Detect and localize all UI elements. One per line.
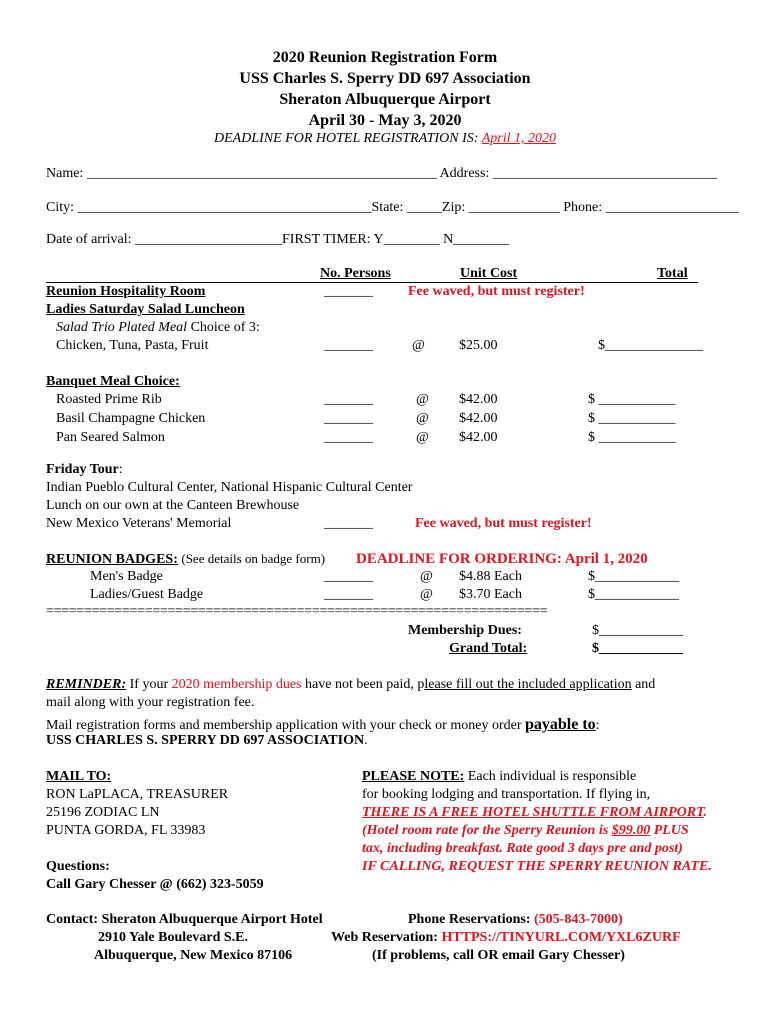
badge-name: Men's Badge — [90, 569, 163, 584]
badge-quantity-blank[interactable]: _______ — [324, 587, 373, 602]
banquet-item-total[interactable]: $ ___________ — [588, 392, 676, 407]
badge-at: @ — [420, 569, 433, 584]
note-plus: PLUS — [653, 823, 689, 838]
luncheon-persons-blank[interactable]: _______ — [324, 338, 373, 353]
zip-label: Zip: — [441, 200, 466, 215]
reminder-t3: have not been paid, p — [305, 677, 425, 692]
grand-total-label: Grand Total: — [449, 641, 528, 656]
hotel-deadline-date: April 1, 2020 — [481, 131, 556, 146]
phone-label: Phone: — [563, 200, 603, 215]
banquet-item-dollar: $ — [588, 430, 595, 445]
banquet-item-name: Basil Champagne Chicken — [56, 411, 206, 426]
badges-deadline: DEADLINE FOR ORDERING: April 1, 2020 — [356, 551, 648, 567]
badges-header — [46, 551, 325, 569]
badge-price: $4.88 Each — [459, 569, 522, 584]
membership-dues-label: Membership Dues: — [408, 623, 522, 638]
note-line-1 — [362, 769, 636, 786]
badges-note: (See details on badge form) — [181, 551, 326, 566]
luncheon-desc — [56, 320, 260, 337]
hospitality-fee: Fee waved, but must register! — [408, 284, 585, 299]
luncheon-dollar: $ — [598, 338, 605, 353]
badge-at: @ — [420, 587, 433, 602]
luncheon-options: Chicken, Tuna, Pasta, Fruit — [56, 338, 209, 353]
web-res-link[interactable]: HTTPS://TINYURL.COM/YXL6ZURF — [441, 930, 681, 945]
reminder-line-1 — [46, 677, 655, 694]
contact-problems: (If problems, call OR email Gary Chesser) — [372, 948, 625, 963]
hotel-deadline — [0, 131, 770, 148]
banquet-item-at: @ — [416, 430, 429, 445]
reminder-line-3-text: Mail registration forms and membership application with your check or money order — [46, 718, 522, 733]
note-line-6: IF CALLING, REQUEST THE SPERRY REUNION RATE. — [362, 859, 712, 874]
banquet-item-persons-blank[interactable]: _______ — [324, 392, 373, 407]
badge-price: $3.70 Each — [459, 587, 522, 602]
dues-dollar: $ — [592, 623, 599, 638]
payable-to: payable to — [524, 716, 596, 733]
payee-text: USS CHARLES S. SPERRY DD 697 ASSOCIATION — [46, 733, 365, 748]
note-rate-text: (Hotel room rate for the Sperry Reunion is — [362, 823, 609, 838]
tour-title-colon: : — [118, 462, 123, 477]
note-label: PLEASE NOTE: — [362, 769, 465, 784]
title-line-3: Sheraton Albuquerque Airport — [279, 91, 491, 108]
tour-fee: Fee waved, but must register! — [415, 516, 592, 531]
note-line-3 — [362, 805, 707, 822]
banquet-item-at: @ — [416, 392, 429, 407]
title-line-2: USS Charles S. Sperry DD 697 Association — [239, 70, 531, 87]
banquet-item-name: Pan Seared Salmon — [56, 430, 165, 445]
luncheon-desc-italic: Salad Trio Plated Meal — [56, 320, 188, 335]
contact-city: Albuquerque, New Mexico 87106 — [94, 948, 293, 963]
city-field[interactable]: City: __________________________________________State: _____Zip: _____________ Phone: ___________________ — [46, 200, 739, 215]
mail-line-1: RON LaPLACA, TREASURER — [46, 787, 229, 802]
note-shuttle-end: . — [703, 805, 707, 820]
reminder-line-2: mail along with your registration fee. — [46, 695, 255, 710]
hotel-deadline-label: DEADLINE FOR HOTEL REGISTRATION IS: — [214, 131, 479, 146]
mail-line-3: PUNTA GORDA, FL 33983 — [46, 823, 206, 838]
hospitality-title: Reunion Hospitality Room — [46, 284, 206, 299]
grand-total[interactable]: $____________ — [592, 641, 683, 656]
first-timer-label: FIRST TIMER: Y — [282, 232, 384, 247]
col-unit-cost: Unit Cost — [460, 266, 518, 281]
payee-period: . — [364, 733, 368, 748]
luncheon-at: @ — [412, 338, 425, 353]
badge-total[interactable]: $____________ — [588, 587, 679, 602]
reminder-dues: 2020 membership dues — [171, 677, 302, 692]
header-rule — [46, 282, 698, 283]
payable-colon: : — [595, 718, 600, 733]
tour-line-2: Lunch on our own at the Canteen Brewhouse — [46, 498, 300, 513]
tour-line-3: New Mexico Veterans' Memorial — [46, 516, 232, 531]
payee — [46, 733, 368, 750]
luncheon-price: $25.00 — [459, 338, 498, 353]
col-total: Total — [657, 266, 688, 281]
phone-res-number[interactable]: (505-843-7000) — [534, 912, 623, 927]
banquet-item-dollar: $ — [588, 392, 595, 407]
note-rate: $99.00 — [611, 823, 651, 838]
banquet-item-price: $42.00 — [459, 392, 498, 407]
col-persons: No. Persons — [320, 266, 391, 281]
note-l1: Each individual is responsible — [467, 769, 637, 784]
arrival-label: Date of arrival: — [46, 232, 132, 247]
contact-hotel: Contact: Sheraton Albuquerque Airport Hotel — [46, 912, 323, 927]
name-field[interactable]: Name: __________________________________________________ Address: ________________________________ — [46, 166, 717, 181]
banquet-item-persons-blank[interactable]: _______ — [324, 430, 373, 445]
name-label: Name: — [46, 166, 84, 181]
title-line-4: April 30 - May 3, 2020 — [308, 112, 462, 129]
banquet-item-name: Roasted Prime Rib — [56, 392, 162, 407]
tour-title — [46, 462, 123, 479]
note-line-4 — [362, 823, 689, 840]
badge-name: Ladies/Guest Badge — [90, 587, 204, 602]
banquet-item-dollar: $ — [588, 411, 595, 426]
badges-title: REUNION BADGES: — [46, 552, 178, 567]
badge-dollar: $ — [588, 569, 595, 584]
banquet-item-at: @ — [416, 411, 429, 426]
contact-web — [331, 930, 681, 947]
questions-call: Call Gary Chesser @ (662) 323-5059 — [46, 877, 264, 892]
first-timer-no: N — [443, 232, 454, 247]
banquet-item-total[interactable]: $ ___________ — [588, 411, 676, 426]
tour-persons-blank[interactable]: _______ — [324, 516, 373, 531]
tour-line-1: Indian Pueblo Cultural Center, National Hispanic Cultural Center — [46, 480, 413, 495]
reminder-t1: If your — [129, 677, 169, 692]
mail-to-label: MAIL TO: — [46, 769, 112, 784]
phone-res-label: Phone Reservations: — [408, 912, 531, 927]
banquet-item-price: $42.00 — [459, 411, 498, 426]
city-label: City: — [46, 200, 75, 215]
badge-dollar: $ — [588, 587, 595, 602]
banquet-title: Banquet Meal Choice: — [46, 374, 180, 389]
arrival-field[interactable]: Date of arrival: _____________________FIRST TIMER: Y________ N________ — [46, 232, 510, 247]
address-label: Address: — [439, 166, 490, 181]
badge-quantity-blank[interactable]: _______ — [324, 569, 373, 584]
mail-line-2: 25196 ZODIAC LN — [46, 805, 160, 820]
hospitality-persons-blank[interactable]: _______ — [324, 284, 373, 299]
reminder-t5: and — [635, 677, 656, 692]
note-line-2: for booking lodging and transportation. If flying in, — [362, 787, 651, 802]
note-line-5: tax, including breakfast. Rate good 3 days pre and post) — [362, 841, 683, 856]
reminder-label: REMINDER: — [46, 677, 127, 692]
luncheon-title: Ladies Saturday Salad Luncheon — [46, 302, 245, 317]
note-shuttle: THERE IS A FREE HOTEL SHUTTLE FROM AIRPORT — [362, 805, 704, 820]
membership-dues-total[interactable]: $____________ — [592, 623, 683, 638]
tour-title-text: Friday Tour — [46, 462, 119, 477]
badge-total[interactable]: $____________ — [588, 569, 679, 584]
separator: ================================================================== — [46, 604, 548, 619]
web-res-label: Web Reservation: — [331, 930, 438, 945]
luncheon-total[interactable]: $______________ — [598, 338, 703, 353]
grand-dollar: $ — [592, 641, 599, 656]
reminder-application: lease fill out the included application — [424, 677, 632, 692]
title-line-1: 2020 Reunion Registration Form — [272, 49, 498, 66]
contact-phone — [408, 912, 623, 929]
luncheon-desc-rest: Choice of 3: — [190, 320, 260, 335]
state-label: State: — [371, 200, 404, 215]
questions-label: Questions: — [46, 859, 110, 874]
contact-street: 2910 Yale Boulevard S.E. — [98, 930, 248, 945]
banquet-item-total[interactable]: $ ___________ — [588, 430, 676, 445]
reminder-line-3 — [46, 715, 600, 735]
banquet-item-persons-blank[interactable]: _______ — [324, 411, 373, 426]
banquet-item-price: $42.00 — [459, 430, 498, 445]
